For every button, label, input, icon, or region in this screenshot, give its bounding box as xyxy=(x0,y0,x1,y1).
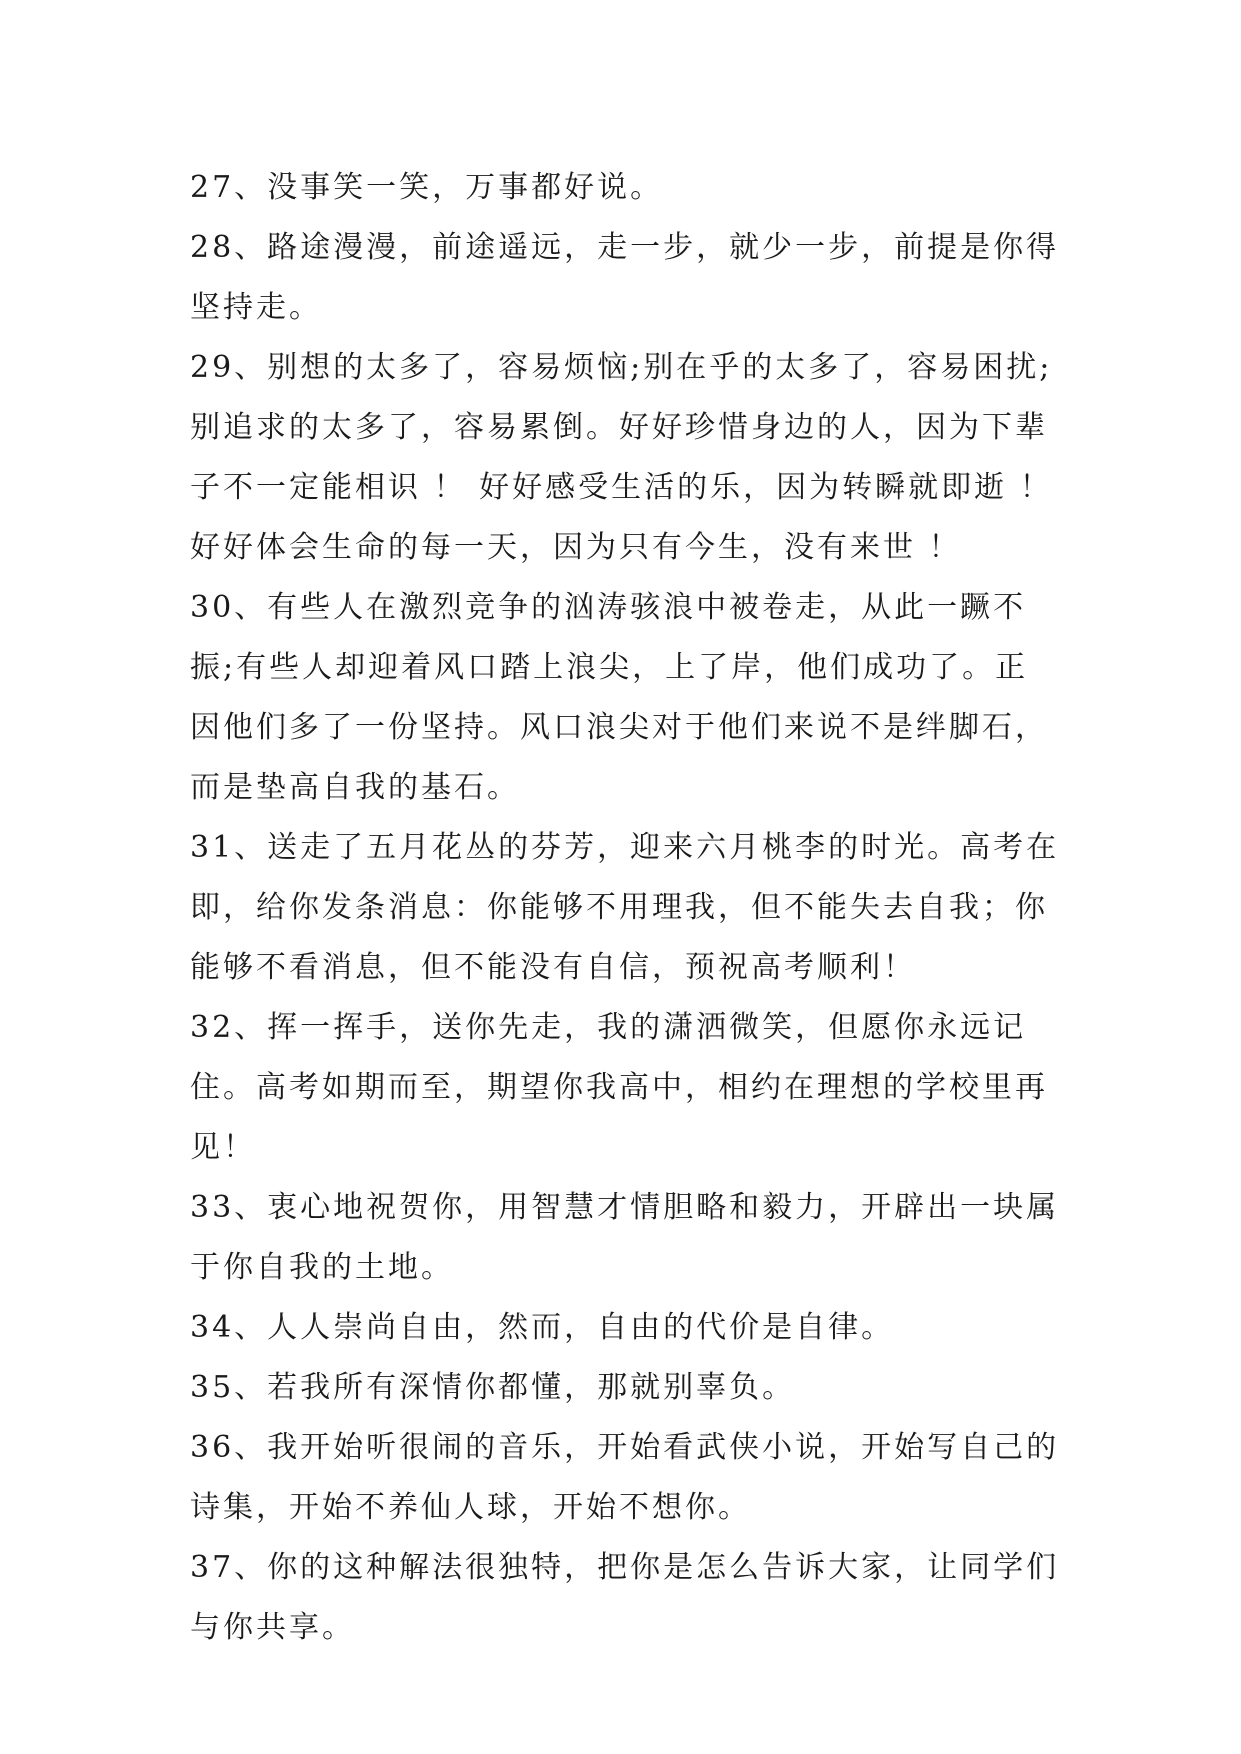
paragraph-34: 34、人人崇尚自由，然而，自由的代价是自律。 xyxy=(190,1310,895,1345)
paragraph-31: 31、送走了五月花丛的芬芳，迎来六月桃李的时光。高考在即，给你发条消息：你能够不用理我，但不能失去自我；你能够不看消息，但不能没有自信，预祝高考顺利！ xyxy=(190,830,1060,985)
paragraph-30: 30、有些人在激烈竞争的汹涛骇浪中被卷走，从此一蹶不振;有些人却迎着风口踏上浪尖，上了岸，他们成功了。正因他们多了一份坚持。风口浪尖对于他们来说不是绊脚石，而是垫高自我的基石。 xyxy=(190,590,1048,805)
paragraph-27: 27、没事笑一笑，万事都好说。 xyxy=(190,170,664,205)
paragraph-37: 37、你的这种解法很独特，把你是怎么告诉大家，让同学们与你共享。 xyxy=(190,1550,1060,1645)
paragraph-36: 36、我开始听很闹的音乐，开始看武侠小说，开始写自己的诗集，开始不养仙人球，开始不想你。 xyxy=(190,1430,1060,1525)
paragraph-35: 35、若我所有深情你都懂，那就别辜负。 xyxy=(190,1370,796,1405)
paragraph-28: 28、路途漫漫，前途遥远，走一步，就少一步，前提是你得坚持走。 xyxy=(190,230,1060,325)
document-body xyxy=(190,158,1060,1658)
paragraph-29: 29、别想的太多了，容易烦恼;别在乎的太多了，容易困扰;别追求的太多了，容易累倒。好好珍惜身边的人，因为下辈子不一定能相识 ！ 好好感受生活的乐，因为转瞬就即逝 ！好好体会生命的每一天，因为只有今生，没有来世 ！ xyxy=(190,350,1053,565)
paragraph-32: 32、挥一挥手，送你先走，我的潇洒微笑，但愿你永远记住。高考如期而至，期望你我高中，相约在理想的学校里再见！ xyxy=(190,1010,1048,1165)
paragraph-33: 33、衷心地祝贺你，用智慧才情胆略和毅力，开辟出一块属于你自我的土地。 xyxy=(190,1190,1060,1285)
